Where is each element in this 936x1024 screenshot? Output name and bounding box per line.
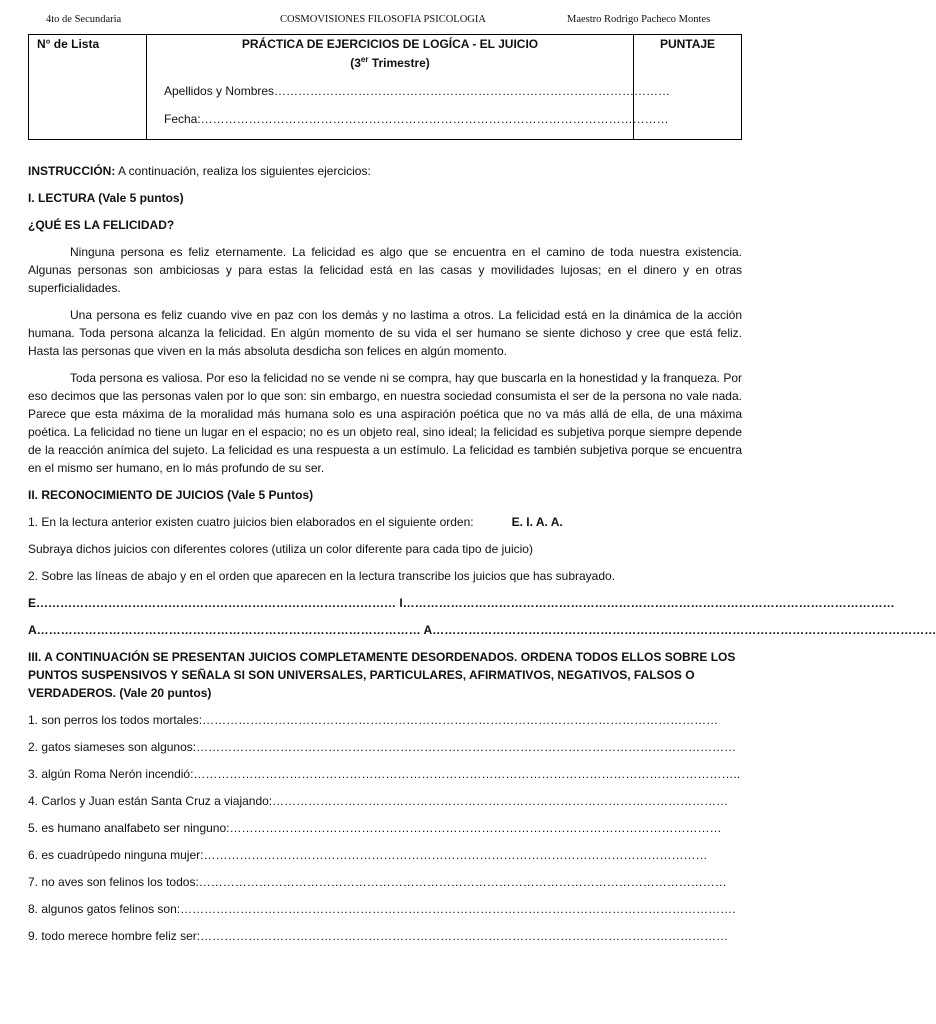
question-1-note: Subraya dichos juicios con diferentes colores (utiliza un color diferente para cada tipo de juicio) bbox=[28, 542, 533, 556]
list-item[interactable]: 6. es cuadrúpedo ninguna mujer:……………………………………………………………………………………………………………… bbox=[28, 848, 708, 862]
section3-title: III. A CONTINUACIÓN SE PRESENTAN JUICIOS COMPLETAMENTE DESORDENADOS. ORDENA TODOS ELLOS SOBRE LOS PUNTOS SUSPENSIVOS Y SEÑALA SI SON UNIVERSALES, PARTICULARES, AFIRMATIVOS, NEGATIVOS, FALSOS O VERDADEROS. (Vale 20 puntos) bbox=[28, 650, 736, 700]
grade-label: 4to de Secundaria bbox=[46, 14, 122, 25]
reading-paragraph-1: Ninguna persona es feliz eternamente. La felicidad es algo que se encuentra en el camino de toda nuestra existencia. Algunas personas son ambiciosas y para estas la felicidad está en las casas y movilidades lujosas; en el dinero y en otras superficialidades. bbox=[28, 245, 742, 295]
reading-paragraph-2: Una persona es feliz cuando vive en paz con los demás y no lastima a otros. La felicidad está en la dinámica de la acción humana. Toda persona alcanza la felicidad. En algún momento de su vida el ser humano se siente dichoso y cree que está feliz. Hasta las personas que viven en la más absoluta desdicha son felices en algún momento. bbox=[28, 308, 742, 358]
list-number-cell[interactable] bbox=[29, 35, 147, 140]
list-number-label: N° de Lista bbox=[37, 37, 100, 51]
exercise-title bbox=[147, 37, 633, 71]
header-form-table bbox=[28, 34, 742, 140]
name-field[interactable]: Apellidos y Nombres……………………………………………………………………………………… bbox=[164, 84, 671, 98]
section2-title: II. RECONOCIMIENTO DE JUICIOS (Vale 5 Puntos) bbox=[28, 488, 314, 502]
reading-title: ¿QUÉ ES LA FELICIDAD? bbox=[28, 218, 175, 232]
page-header bbox=[0, 14, 768, 30]
question-1: 1. En la lectura anterior existen cuatro juicios bien elaborados en el siguiente orden: E. I. A. A. bbox=[28, 515, 563, 529]
question-2: 2. Sobre las líneas de abajo y en el orden que aparecen en la lectura transcribe los juicios que has subrayado. bbox=[28, 569, 616, 583]
teacher-label: Maestro Rodrigo Pacheco Montes bbox=[567, 14, 711, 25]
list-item[interactable]: 7. no aves son felinos los todos:…………………………………………………………………………………………………………………… bbox=[28, 875, 727, 889]
title-cell bbox=[147, 35, 671, 140]
list-item[interactable]: 5. es humano analfabeto ser ninguno:…………………………………………………………………………………………………………… bbox=[28, 821, 722, 835]
section1-title: I. LECTURA (Vale 5 puntos) bbox=[28, 191, 184, 205]
list-item[interactable]: 9. todo merece hombre feliz ser:…………………………………………………………………………………………………………………… bbox=[28, 929, 729, 943]
list-item[interactable]: 4. Carlos y Juan están Santa Cruz a viajando:…………………………………………………………………………………………………… bbox=[28, 794, 729, 808]
list-item[interactable]: 3. algún Roma Nerón incendió:……………………………………………………………………………………………………………………….. bbox=[28, 767, 741, 781]
trimester-line: (3er Trimestre) bbox=[350, 55, 430, 70]
reading-paragraph-3: Toda persona es valiosa. Por eso la felicidad no se vende ni se compra, hay que buscarla en la honestidad y la franqueza. Por eso decimos que las personas valen por lo que son: sin embargo, en nuestra sociedad consumista el ser de la persona no vale nada. Parece que esta máxima de la moralidad más humana solo es una aspiración poética que no va más allá de ella, de una máxima poética. La felicidad no tiene un lugar en el espacio; no es un objeto real, sino ideal; la felicidad es subjetiva porque siempre depende de la reacción anímica del sujeto. La felicidad es una respuesta a un estímulo. La felicidad es también subjetiva porque se encuentra en el mismo ser humano, en lo más profundo de su ser. bbox=[28, 371, 742, 475]
list-item[interactable]: 2. gatos siameses son algunos:……………………………………………………………………………………………………………………… bbox=[28, 740, 737, 754]
date-field[interactable]: Fecha:……………………………………………………………………………………………………… bbox=[164, 112, 669, 126]
score-label: PUNTAJE bbox=[659, 37, 716, 51]
answer-line-2[interactable]: A…………………………………………………………………………………… A……………………………………………………………………………………………………………… bbox=[28, 623, 936, 637]
instruction: INSTRUCCIÓN: A continuación, realiza los siguientes ejercicios: bbox=[28, 164, 371, 178]
answer-line-1[interactable]: E……………………………………………………………………………… I…………………………………………………………………………………………………………… bbox=[28, 596, 895, 610]
subject-label: COSMOVISIONES FILOSOFIA PSICOLOGIA bbox=[280, 14, 486, 25]
list-item[interactable]: 1. son perros los todos mortales:………………………………………………………………………………………………………………… bbox=[28, 713, 719, 727]
worksheet-body bbox=[28, 162, 936, 954]
list-item[interactable]: 8. algunos gatos felinos son:…………………………………………………………………………………………………………………………. bbox=[28, 902, 736, 916]
title-line: PRÁCTICA DE EJERCICIOS DE LOGÍCA - EL JUICIO bbox=[241, 37, 539, 51]
